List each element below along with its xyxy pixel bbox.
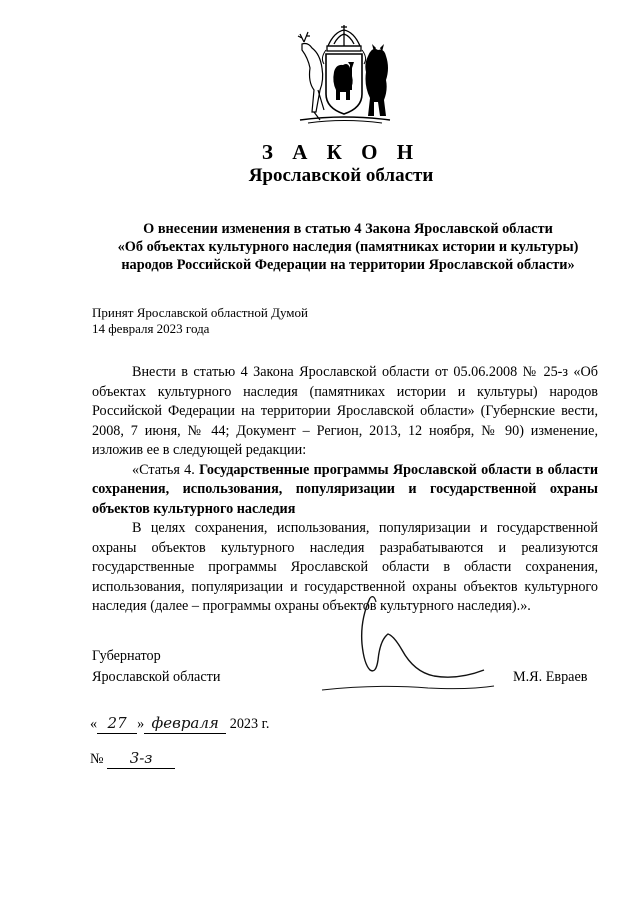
date-year: 2023 г. bbox=[229, 716, 270, 732]
article-title: Государственные программы Ярославской области в области сохранения, использования, популяризации и государственной охраны объектов культурного наследия bbox=[92, 461, 598, 517]
governor-title bbox=[92, 646, 220, 688]
law-heading bbox=[88, 220, 608, 274]
date-open-quote: « bbox=[90, 716, 98, 732]
law-number bbox=[90, 748, 175, 769]
heading-line: О внесении изменения в статью 4 Закона Ярославской области bbox=[143, 221, 553, 237]
governor-title-line: Ярославской области bbox=[92, 669, 221, 685]
body-paragraph-article-text: В целях сохранения, использования, популяризации и государственной охраны объектов культурного наследия разрабатываются и реализуются государственные программы Ярославской области в области сохранения, использования, популяризации и государственной охраны объектов культурного наследия (далее – программы охраны объектов культурного наследия).». bbox=[92, 520, 598, 614]
date-month-handwritten: февраля bbox=[144, 713, 226, 734]
heading-line: народов Российской Федерации на территории Ярославской области» bbox=[121, 257, 575, 273]
governor-name: М.Я. Евраев bbox=[513, 669, 588, 685]
law-body bbox=[92, 363, 598, 617]
heading-line: «Об объектах культурного наследия (памятниках истории и культуры) bbox=[117, 239, 579, 255]
signing-date bbox=[90, 713, 269, 734]
date-close-quote: » bbox=[137, 716, 145, 732]
article-prefix: «Статья 4. bbox=[132, 461, 200, 478]
handwritten-signature bbox=[318, 590, 498, 700]
document-title: З А К О Н bbox=[261, 140, 421, 164]
governor-title-line: Губернатор bbox=[92, 648, 161, 664]
body-paragraph-article-title bbox=[92, 461, 598, 520]
date-day-handwritten: 27 bbox=[97, 713, 137, 734]
adoption-info bbox=[92, 305, 308, 337]
body-paragraph-amendment: Внести в статью 4 Закона Ярославской области от 05.06.2008 № 25-з «Об объектах культурного наследия (памятниках истории и культуры) народов Российской Федерации на территории Ярославской области» (Губернские вести, 2008, 7 июня, № 44; Документ – Регион, 2013, 12 ноября, № 90) изменение, изложив ее в следующей редакции: bbox=[92, 364, 598, 458]
document-subtitle: Ярославской области bbox=[248, 165, 434, 186]
number-handwritten: 3-з bbox=[107, 748, 175, 769]
number-prefix: № bbox=[90, 751, 104, 767]
adopted-date: 14 февраля 2023 года bbox=[92, 321, 210, 336]
yaroslavl-coat-of-arms-emblem bbox=[290, 24, 398, 126]
adopted-by: Принят Ярославской областной Думой bbox=[92, 305, 308, 320]
